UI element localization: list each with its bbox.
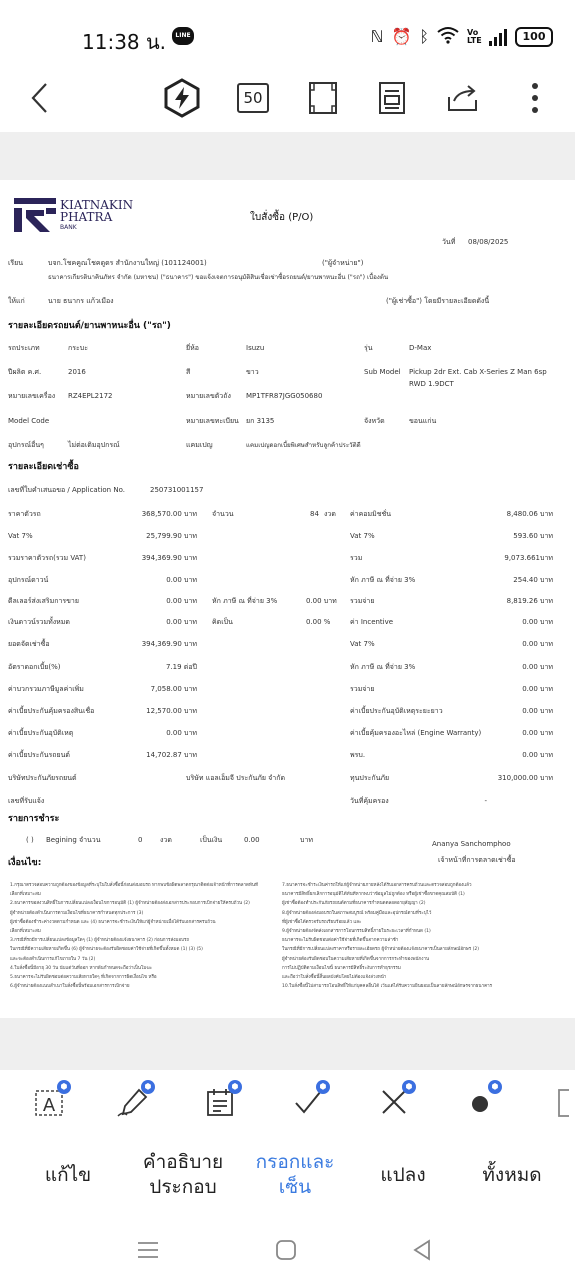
hp-left-label: เลขที่รับแจ้ง [8, 797, 45, 805]
hp-left-label: รวมราคาตัวรถ(รวม VAT) [8, 554, 86, 562]
hp-right-value: 0.00 บาท [522, 729, 553, 737]
text-box-icon[interactable] [27, 1080, 71, 1124]
tab-convert[interactable]: แปลง [380, 1164, 426, 1186]
hp-left-label: บริษัทประกันภัยรถยนต์ [8, 774, 77, 782]
premium-badge-icon: ⬢ [488, 1080, 502, 1094]
back-arrow-icon[interactable] [18, 76, 62, 120]
pdf-page[interactable] [0, 180, 575, 1018]
car-model-label: รุ่น [364, 344, 373, 352]
hp-right-value: 593.60 บาท [513, 532, 553, 540]
hp-left-label: ค่าเบี้ยประกันอุบัติเหตุ [8, 729, 74, 737]
tab-comments-line-1: คำอธิบาย [142, 1151, 224, 1173]
section-hp-title: รายละเอียดเช่าซื้อ [8, 462, 79, 472]
hp-left-value: 25,799.90 บาท [146, 532, 197, 540]
pay-amount: 0.00 [244, 836, 260, 844]
back-nav-icon[interactable] [404, 1232, 440, 1268]
dot-icon[interactable] [458, 1080, 502, 1124]
count-unit: งวด [324, 510, 336, 518]
hp-right-value: 9,073.661บาท [504, 554, 553, 562]
hp-left-label: ดีลเลอร์ส่งเสริมการขาย [8, 597, 79, 605]
hp-left-label: เงินดาวน์รวมทั้งหมด [8, 618, 70, 626]
hp-left-value: 14,702.87 บาท [146, 751, 197, 759]
hp-left-value: 0.00 บาท [166, 729, 197, 737]
hp-left-value: 0.00 บาท [166, 618, 197, 626]
buyer-tag: ("ผู้เช่าซื้อ") โดยมีรายละเอียดดังนี้ [386, 297, 490, 305]
chassis-value: MP1TFR87JGG050680 [246, 392, 323, 400]
car-type-value: กระบะ [68, 344, 88, 352]
bank-logo [14, 198, 56, 236]
campaign-label: แคมเปญ [186, 441, 213, 449]
give-label: ให้แก่ [8, 297, 25, 305]
condition-line: ในกรณีที่มีการเปลี่ยนแปลงราคาหรือรายละเอียดรถ ผู้จำหน่ายต้องแจ้งธนาคารเป็นลายลักษณ์อักษร (2) [282, 947, 479, 953]
condition-line: ในกรณีที่มีความเสียหายเกิดขึ้น (6) ผู้จำหน่ายจะต้องรับผิดชอบค่าใช้จ่ายที่เกิดขึ้นทั้งหมด (1) (3) (5) [10, 947, 203, 953]
car-brand-value: Isuzu [246, 344, 265, 352]
tab-comments-line-2: ประกอบ [149, 1176, 217, 1198]
pay-money-label: เป็นเงิน [200, 836, 223, 844]
bank-name-2: PHATRA [60, 210, 113, 224]
plate-value: ยก 3135 [246, 417, 275, 425]
condition-line: การไม่ปฏิบัติตามเงื่อนไขนี้ ธนาคารมีสิทธิ์ระงับการทำธุรกรรม [282, 965, 401, 971]
line-app-icon: LINE [172, 27, 194, 45]
to-label: เรียน [8, 259, 24, 267]
hp-right-label: Vat 7% [350, 532, 375, 540]
hp-left-value: 0.00 บาท [166, 597, 197, 605]
bottom-tabs [0, 1138, 575, 1218]
section-conditions-title: เงื่อนไข: [8, 858, 42, 868]
condition-line: เลือกที่เหมาะสม [10, 892, 41, 898]
hp-right-label: หัก ภาษี ณ ที่จ่าย 3% [350, 663, 416, 671]
section-payment-title: รายการชำระ [8, 814, 60, 824]
hp-right-value: 0.00 บาท [522, 618, 553, 626]
premium-badge-icon: ⬢ [141, 1080, 155, 1094]
hp-right-value: - [484, 797, 487, 805]
premium-badge-icon: ⬢ [316, 1080, 330, 1094]
top-toolbar [0, 70, 575, 132]
volte-icon: Vo LTE [467, 28, 482, 45]
hp-left-value: 394,369.90 บาท [141, 640, 197, 648]
bluetooth-icon: ᛒ [419, 27, 429, 46]
hp-right-label: Vat 7% [350, 640, 375, 648]
hp-left-label: อัตราดอกเบี้ย(%) [8, 663, 61, 671]
hp-right-value: 0.00 บาท [522, 707, 553, 715]
hp-right-label: ทุนประกันภัย [350, 774, 390, 782]
condition-line: ที่ผู้เช่าซื้อได้ตรวจรับรถเรียบร้อยแล้ว และ [282, 919, 362, 925]
fullscreen-icon[interactable] [301, 76, 345, 120]
hp-left-value: 368,570.00 บาท [141, 510, 197, 518]
hp-left-value: 12,570.00 บาท [146, 707, 197, 715]
plate-label: หมายเลขทะเบียน [186, 417, 239, 425]
province-value: ขอนแก่น [409, 417, 437, 425]
form-icon[interactable] [198, 1080, 242, 1124]
annotation-toolbar [0, 1070, 575, 1138]
battery-icon: 100 [515, 27, 553, 47]
hp-right-label: รวม [350, 554, 363, 562]
condition-line: ผู้เช่าซื้อต้องชำระค่างวดตามกำหนด และ (4) ธนาคารจะชำระเงินให้แก่ผู้จำหน่ายเมื่อได้รับเอกสารครบถ้วน [10, 919, 216, 925]
condition-line: ผู้เช่าซื้อต้องทำประกันภัยรถยนต์ตามที่ธนาคารกำหนดตลอดอายุสัญญา (2) [282, 901, 426, 907]
page-count-icon[interactable] [231, 76, 275, 120]
tab-all[interactable]: ทั้งหมด [482, 1164, 542, 1186]
signature-pen-icon[interactable] [111, 1080, 155, 1124]
condition-line: ผู้จำหน่ายต้องดำเนินการตามเงื่อนไขที่ธนาคารกำหนดทุกประการ (3) [10, 910, 144, 916]
doc-title: ใบสั่งซื้อ (P/O) [250, 212, 314, 223]
hp-left-value: บริษัท แอลเอ็มจี ประกันภัย จำกัด [186, 774, 285, 782]
engine-label: หมายเลขเครื่อง [8, 392, 56, 400]
signer-role: เจ้าหน้าที่การตลาดเช่าซื้อ [438, 856, 516, 864]
premium-badge-icon: ⬢ [228, 1080, 242, 1094]
more-tools-icon[interactable] [540, 1080, 575, 1124]
viewer-margin-bottom [0, 1018, 575, 1070]
cross-icon[interactable] [372, 1080, 416, 1124]
condition-line: ผู้จำหน่ายต้องรับผิดชอบในความเสียหายที่เกิดขึ้นจากการกระทำของพนักงาน [282, 956, 430, 962]
car-color-value: ขาว [246, 368, 259, 376]
car-sub-label: Sub Model [364, 368, 401, 376]
signer-name: Ananya Sanchomphoo [432, 840, 511, 848]
count-label: จำนวน [212, 510, 234, 518]
hp-right-label: ค่าคอมมิชชั่น [350, 510, 392, 518]
date-value: 08/08/2025 [468, 238, 509, 246]
hp-left-value: 7,058.00 บาท [150, 685, 197, 693]
tab-fill-sign[interactable] [250, 1150, 340, 1200]
hp-left-label: ยอดจัดเช่าซื้อ [8, 640, 50, 648]
hp-right-label: ค่าเบี้ยคุ้มครองอะไหล่ (Engine Warranty) [350, 729, 482, 737]
hp-right-label: วันที่คุ้มครอง [350, 797, 389, 805]
premium-badge-icon: ⬢ [57, 1080, 71, 1094]
hp-left-label: ค่าเบี้ยประกันคุ้มครองสินเชื่อ [8, 707, 95, 715]
section-car-title: รายละเอียดรถยนต์/ยานพาหนะอื่น ("รถ") [8, 321, 171, 331]
hp-right-value: 8,480.06 บาท [506, 510, 553, 518]
model-code-label: Model Code [8, 417, 50, 425]
tab-fill-sign-line-2: เซ็น [278, 1176, 312, 1198]
hp-right-value: 0.00 บาท [522, 685, 553, 693]
condition-line: ธนาคารจะไม่รับผิดชอบต่อค่าใช้จ่ายที่เกิดขึ้นจากความล่าช้า [282, 938, 399, 944]
hp-left-label: ค่าเบี้ยประกันรถยนต์ [8, 751, 70, 759]
condition-line: 3.กรณีที่รถมีการเปลี่ยนแปลงข้อมูลใดๆ (1) ผู้จำหน่ายต้องแจ้งธนาคาร (2) ก่อนการส่งมอบรถ [10, 938, 190, 944]
premium-badge-icon: ⬢ [402, 1080, 416, 1094]
accessory-value: ไม่ต่อเติมอุปกรณ์ [68, 441, 120, 449]
bank-sub: BANK [60, 224, 77, 231]
alarm-icon: ⏰ [391, 27, 412, 46]
status-time: 11:38 น. [82, 30, 167, 54]
status-bar [0, 0, 575, 70]
hp-right-label: ค่าเบี้ยประกันอุบัติเหตุระยะยาว [350, 707, 443, 715]
condition-line: 9.ผู้จำหน่ายต้องจัดส่งเอกสารการโอนกรรมสิทธิ์ภายในระยะเวลาที่กำหนด (1) [282, 929, 431, 934]
condition-line: และจะต้องดำเนินการแก้ไขภายใน 7 วัน (2) [10, 956, 96, 962]
condition-line: 2.ธนาคารขอสงวนสิทธิ์ในการเปลี่ยนแปลงเงื่อนไขการอนุมัติ (1) ผู้จำหน่ายต้องส่งเอกสารประกอบการเบิกจ่ายให้ครบถ้วน (2) [10, 901, 250, 907]
hp-left-label: ราคาตัวรถ [8, 510, 41, 518]
hp-left-label: อุปกรณ์ดาวน์ [8, 576, 49, 584]
car-sub-value: Pickup 2dr Ext. Cab X-Series Z Man 6sp [409, 368, 547, 376]
hp-right-label: รวมจ่าย [350, 597, 375, 605]
application-label: เลขที่ใบคำเสนอขอ / Application No. [8, 486, 125, 494]
hp-right-label: พรบ. [350, 751, 366, 759]
condition-line: 8.ผู้จำหน่ายต้องส่งมอบรถในสภาพสมบูรณ์ พร้อมคู่มือและอุปกรณ์ตามที่ระบุไว้ [282, 910, 432, 916]
to-line-2: ธนาคารเกียรตินาคินภัทร จำกัด (มหาชน) ("ธนาคาร") ขอแจ้งเจตการอนุมัติสินเชื่อเช่าซื้อรถยนต์/ยานพาหนะอื่น ("รถ") เบื้องต้น [48, 274, 389, 281]
wifi-icon [437, 26, 459, 49]
hp-right-value: 254.40 บาท [513, 576, 553, 584]
page-count-label: 50 [237, 83, 269, 113]
hp-right-label: หัก ภาษี ณ ที่จ่าย 3% [350, 576, 416, 584]
engine-value: RZ4EPL2172 [68, 392, 113, 400]
share-icon[interactable] [441, 76, 485, 120]
car-type-label: รถประเภท [8, 344, 40, 352]
tab-edit[interactable]: แก้ไข [44, 1164, 92, 1186]
recent-apps-icon[interactable] [130, 1232, 166, 1268]
status-icons [371, 26, 553, 48]
condition-line: 5.ธนาคารจะไม่รับผิดชอบต่อความเสียหายใดๆ ที่เกิดจากการผิดเงื่อนไข หรือ [10, 975, 157, 980]
signal-icon [489, 28, 507, 46]
pay-periods: 0 [138, 836, 143, 844]
wht-mid-label: หัก ภาษี ณ ที่จ่าย 3% [212, 597, 278, 605]
application-value: 250731001157 [150, 486, 204, 494]
condition-line: 6.ผู้จำหน่ายต้องแนบสำเนาใบสั่งซื้อนี้พร้อมเอกสารการเบิกจ่าย [10, 984, 130, 990]
more-icon[interactable] [513, 76, 557, 120]
condition-line: และถือว่าใบสั่งซื้อนี้สิ้นผลบังคับโดยไม่ต้องแจ้งล่วงหน้า [282, 975, 387, 980]
chassis-label: หมายเลขตัวถัง [186, 392, 231, 400]
hp-left-value: 0.00 บาท [166, 576, 197, 584]
home-icon[interactable] [268, 1232, 304, 1268]
viewer-margin-top [0, 132, 575, 180]
date-label: วันที่ [442, 238, 456, 246]
hp-right-label: รวมจ่าย [350, 685, 375, 693]
pay-baht: บาท [300, 836, 313, 844]
to-value: บจก.โชคคูณโชคดูดร สำนักงานใหญ่ (101124001) [48, 259, 207, 267]
car-year-value: 2016 [68, 368, 86, 376]
bank-name: KIATNAKIN [60, 198, 134, 212]
hp-right-value: 0.00 บาท [522, 751, 553, 759]
count-value: 84 [310, 510, 319, 518]
percent-value: 0.00 % [306, 618, 331, 626]
wht-mid-value: 0.00 บาท [306, 597, 337, 605]
dealer-tag: ("ผู้จำหน่าย") [322, 259, 364, 267]
condition-line: 4.ใบสั่งซื้อนี้มีอายุ 30 วัน นับแต่วันที่ออก หากพ้นกำหนดจะถือว่าเป็นโมฆะ [10, 965, 153, 971]
car-brand-label: ยี่ห้อ [186, 344, 199, 352]
svg-text:A: A [42, 1095, 56, 1116]
pay-paren: ( ) [26, 836, 34, 844]
tab-comments[interactable] [138, 1150, 228, 1200]
hp-right-value: 8,819.26 บาท [506, 597, 553, 605]
hp-left-value: 7.19 ต่อปี [165, 663, 197, 671]
car-sub-value-2: RWD 1.9DCT [409, 380, 454, 388]
condition-line: 1.กรุณาตรวจสอบความถูกต้องของข้อมูลที่ระบุในใบสั่งซื้อนี้ก่อนส่งมอบรถ หากพบข้อผิดพลาดกรุณาติดต่อเจ้าหน้าที่การตลาดทันที [10, 883, 258, 888]
hp-right-label: ค่า Incentive [350, 618, 394, 626]
condition-line: 10.ใบสั่งซื้อนี้ไม่สามารถโอนสิทธิ์ให้แก่บุคคลอื่นได้ เว้นแต่ได้รับความยินยอมเป็นลายลักษณ์อักษรจากธนาคาร [282, 984, 493, 990]
campaign-value: แคมเปญดอกเบี้ยพิเศษสำหรับลูกค้าประวัติดี [246, 442, 361, 449]
percent-label: คิดเป็น [212, 618, 233, 626]
nfc-icon: ℕ [370, 27, 384, 46]
car-color-label: สี [186, 368, 191, 376]
car-model-value: D-Max [409, 344, 432, 352]
tab-fill-sign-line-1: กรอกและ [255, 1151, 335, 1173]
pay-label: Begining จำนวน [46, 836, 101, 844]
condition-line: ธนาคารมีสิทธิ์ยกเลิกการอนุมัติได้ทันทีหากพบว่าข้อมูลไม่ถูกต้อง หรือผู้เช่าซื้อขาดคุณสมบัติ (1) [282, 892, 465, 898]
hp-left-value: 394,369.90 บาท [141, 554, 197, 562]
hp-right-value: 0.00 บาท [522, 640, 553, 648]
condition-line: เลือกที่เหมาะสม [10, 929, 41, 934]
hp-left-label: Vat 7% [8, 532, 33, 540]
hp-right-value: 310,000.00 บาท [497, 774, 553, 782]
hp-left-label: ค่าบวกรวมภาษีมูลค่าเพิ่ม [8, 685, 84, 693]
condition-line: 7.ธนาคารจะชำระเงินค่ารถให้แก่ผู้จำหน่ายภายหลังได้รับเอกสารครบถ้วนและตรวจสอบถูกต้องแล้ว [282, 883, 472, 888]
system-nav-bar [0, 1218, 575, 1280]
province-label: จังหวัด [364, 417, 385, 425]
give-value: นาย ธนากร แก้วเมือง [48, 297, 114, 305]
pay-unit: งวด [160, 836, 172, 844]
document-icon[interactable] [370, 76, 414, 120]
checkmark-icon[interactable] [286, 1080, 330, 1124]
accessory-label: อุปกรณ์อื่นๆ [8, 441, 44, 449]
hp-right-value: 0.00 บาท [522, 663, 553, 671]
car-year-label: ปีผลิต ค.ศ. [8, 368, 42, 376]
lightning-icon[interactable] [160, 76, 204, 120]
